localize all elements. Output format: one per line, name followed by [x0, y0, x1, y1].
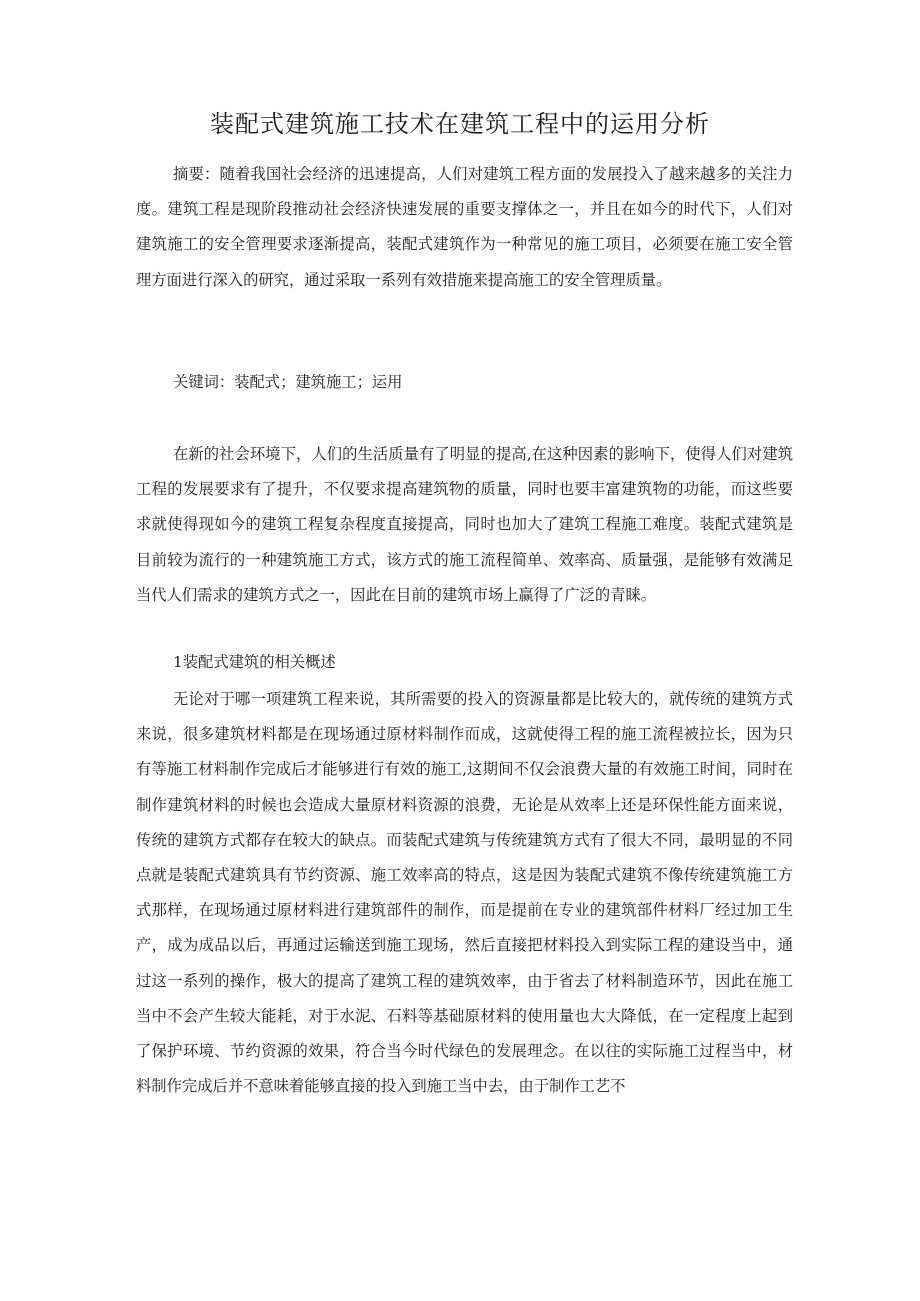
abstract-paragraph: 摘要：随着我国社会经济的迅速提高，人们对建筑工程方面的发展投入了越来越多的关注力度。建筑工程是现阶段推动社会经济快速发展的重要支撑体之一，并且在如今的时代下，人们对建筑施工的安全管理要求逐渐提高，装配式建筑作为一种常见的施工项目，必须要在施工安全管理方面进行深入的研究，通过采取一系列有效措施来提高施工的安全管理质量。: [136, 165, 793, 289]
document-title: 装配式建筑施工技术在建筑工程中的运用分析: [210, 110, 710, 138]
intro-paragraph: 在新的社会环境下，人们的生活质量有了明显的提高,在这种因素的影响下，使得人们对建筑工程的发展要求有了提升，不仅要求提高建筑物的质量，同时也要丰富建筑物的功能，而这些要求就使得现如今的建筑工程复杂程度直接提高，同时也加大了建筑工程施工难度。装配式建筑是目前较为流行的一种建筑施工方式，该方式的施工流程简单、效率高、质量强，是能够有效满足当代人们需求的建筑方式之一，因此在目前的建筑市场上赢得了广泛的青睐。: [136, 445, 793, 604]
section-heading: 1装配式建筑的相关概述: [173, 653, 336, 671]
keywords-line: 关键词：装配式；建筑施工；运用: [173, 373, 403, 391]
section-body-paragraph: 无论对于哪一项建筑工程来说，其所需要的投入的资源量都是比较大的，就传统的建筑方式来说，很多建筑材料都是在现场通过原材料制作而成，这就使得工程的施工流程被拉长，因为只有等施工材料制作完成后才能够进行有效的施工,这期间不仅会浪费大量的有效施工时间，同时在制作建筑材料的时候也会造成大量原材料资源的浪费，无论是从效率上还是环保性能方面来说，传统的建筑方式都存在较大的缺点。而装配式建筑与传统建筑方式有了很大不同，最明显的不同点就是装配式建筑具有节约资源、施工效率高的特点，这是因为装配式建筑不像传统建筑施工方式那样，在现场通过原材料进行建筑部件的制作，而是提前在专业的建筑部件材料厂经过加工生产，成为成品以后，再通过运输送到施工现场，然后直接把材料投入到实际工程的建设当中，通过这一系列的操作，极大的提高了建筑工程的建筑效率，由于省去了材料制造环节，因此在施工当中不会产生较大能耗，对于水泥、石料等基础原材料的使用量也大大降低，在一定程度上起到了保护环境、节约资源的效果，符合当今时代绿色的发展理念。在以往的实际施工过程当中，材料制作完成后并不意味着能够直接的投入到施工当中去，由于制作工艺不: [136, 690, 793, 1096]
